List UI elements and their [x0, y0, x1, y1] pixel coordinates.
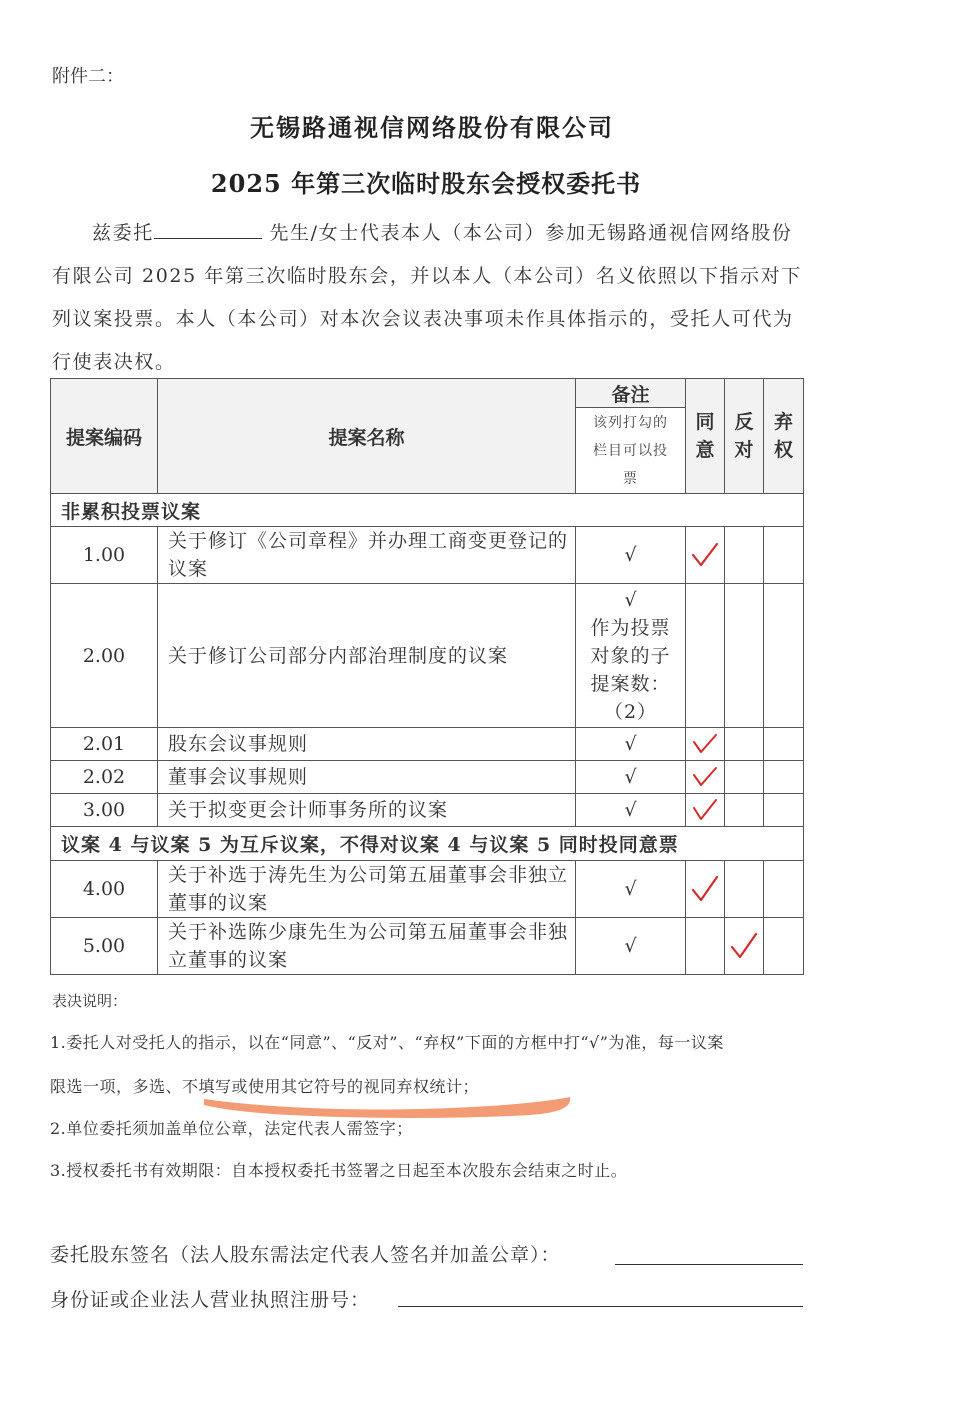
voting-note-1b: 限选一项，多选、不填写或使用其它符号的视同弃权统计； — [50, 1077, 480, 1096]
agree-box[interactable] — [686, 584, 725, 728]
signature-label: 委托股东签名（法人股东需法定代表人签名并加盖公章）： — [50, 1244, 561, 1266]
agree-box[interactable] — [686, 794, 725, 827]
note-check: √ — [576, 761, 686, 794]
note-check: √ — [576, 794, 686, 827]
agree-box[interactable] — [686, 527, 725, 584]
table-row — [51, 527, 804, 584]
proposal-table — [50, 378, 804, 975]
company-title: 无锡路通视信网络股份有限公司 — [250, 113, 614, 142]
proposal-name: 董事会议事规则 — [158, 761, 576, 794]
table-row — [51, 794, 804, 827]
red-check-icon — [691, 733, 719, 755]
abstain-box[interactable] — [764, 761, 804, 794]
header-abstain: 弃权 — [764, 379, 804, 494]
attachment-label: 附件二： — [52, 66, 124, 87]
section-mutually-exclusive: 议案 4 与议案 5 为互斥议案，不得对议案 4 与议案 5 同时投同意票 — [51, 827, 804, 861]
oppose-box[interactable] — [725, 861, 764, 918]
red-check-icon — [691, 798, 719, 822]
proposal-code: 3.00 — [51, 794, 158, 827]
intro-part2: 先生/女士代表本人（本公司）参加无锡路通视信网络股份有限公司 2025 年第三次临时股东会，并以本人（本公司）名义依照以下指示对下列议案投票。本人（本公司）对本次会议表决事项未作具体指示的，受托人可代为行使表决权。 — [52, 222, 802, 373]
red-check-icon — [690, 874, 720, 904]
proposal-code: 2.02 — [51, 761, 158, 794]
subproposal-count: 作为投票对象的子提案数：（2） — [590, 616, 671, 723]
id-number-label: 身份证或企业法人营业执照注册号： — [50, 1289, 371, 1311]
oppose-box[interactable] — [725, 918, 764, 975]
agree-box[interactable] — [686, 861, 725, 918]
header-name: 提案名称 — [158, 379, 576, 494]
proposal-name: 关于拟变更会计师事务所的议案 — [158, 794, 576, 827]
abstain-box[interactable] — [764, 527, 804, 584]
oppose-box[interactable] — [725, 728, 764, 761]
abstain-box[interactable] — [764, 918, 804, 975]
intro-paragraph — [52, 212, 804, 384]
abstain-box[interactable] — [764, 861, 804, 918]
abstain-box[interactable] — [764, 584, 804, 728]
header-note-sub: 该列打勾的栏目可以投票 — [576, 408, 686, 494]
note-check: √ — [576, 728, 686, 761]
voting-note-2: 2.单位委托须加盖单位公章，法定代表人需签字； — [50, 1119, 413, 1138]
header-note: 备注 — [576, 379, 686, 408]
proposal-code: 2.00 — [51, 584, 158, 728]
abstain-box[interactable] — [764, 794, 804, 827]
table-row — [51, 861, 804, 918]
note-check-subproposals — [576, 584, 686, 728]
note-check: √ — [576, 527, 686, 584]
red-check-icon — [729, 931, 759, 961]
voting-note-3: 3.授权委托书有效期限：自本授权委托书签署之日起至本次股东会结束之时止。 — [50, 1161, 628, 1180]
agree-box[interactable] — [686, 761, 725, 794]
abstain-box[interactable] — [764, 728, 804, 761]
table-row — [51, 584, 804, 728]
header-agree: 同意 — [686, 379, 725, 494]
id-number-blank[interactable] — [398, 1306, 803, 1307]
signature-blank[interactable] — [615, 1264, 803, 1265]
red-check-icon — [691, 766, 719, 788]
agree-box[interactable] — [686, 918, 725, 975]
oppose-box[interactable] — [725, 584, 764, 728]
proposal-name: 股东会议事规则 — [158, 728, 576, 761]
note-check: √ — [576, 918, 686, 975]
table-row — [51, 728, 804, 761]
proposal-code: 2.01 — [51, 728, 158, 761]
intro-part1: 兹委托 — [92, 222, 154, 244]
agree-box[interactable] — [686, 728, 725, 761]
voting-note-1a: 1.委托人对受托人的指示，以在“同意”、“反对”、“弃权”下面的方框中打“√”为准，每一议案 — [50, 1033, 724, 1052]
proposal-code: 4.00 — [51, 861, 158, 918]
proxy-name-blank[interactable] — [154, 222, 262, 239]
section-noncumulative: 非累积投票议案 — [51, 494, 804, 527]
note-check: √ — [576, 861, 686, 918]
header-code: 提案编码 — [51, 379, 158, 494]
voting-notes-title: 表决说明： — [52, 992, 128, 1010]
proposal-code: 1.00 — [51, 527, 158, 584]
oppose-box[interactable] — [725, 794, 764, 827]
red-check-icon — [690, 541, 720, 569]
header-oppose: 反对 — [725, 379, 764, 494]
proposal-name: 关于补选于涛先生为公司第五届董事会非独立董事的议案 — [158, 861, 576, 918]
proposal-code: 5.00 — [51, 918, 158, 975]
table-row — [51, 918, 804, 975]
oppose-box[interactable] — [725, 527, 764, 584]
table-row — [51, 761, 804, 794]
proposal-name: 关于修订公司部分内部治理制度的议案 — [158, 584, 576, 728]
document-title: 2025 年第三次临时股东会授权委托书 — [210, 169, 642, 198]
proposal-name: 关于修订《公司章程》并办理工商变更登记的议案 — [158, 527, 576, 584]
proposal-name: 关于补选陈少康先生为公司第五届董事会非独立董事的议案 — [158, 918, 576, 975]
note-check: √ — [624, 588, 637, 611]
oppose-box[interactable] — [725, 761, 764, 794]
